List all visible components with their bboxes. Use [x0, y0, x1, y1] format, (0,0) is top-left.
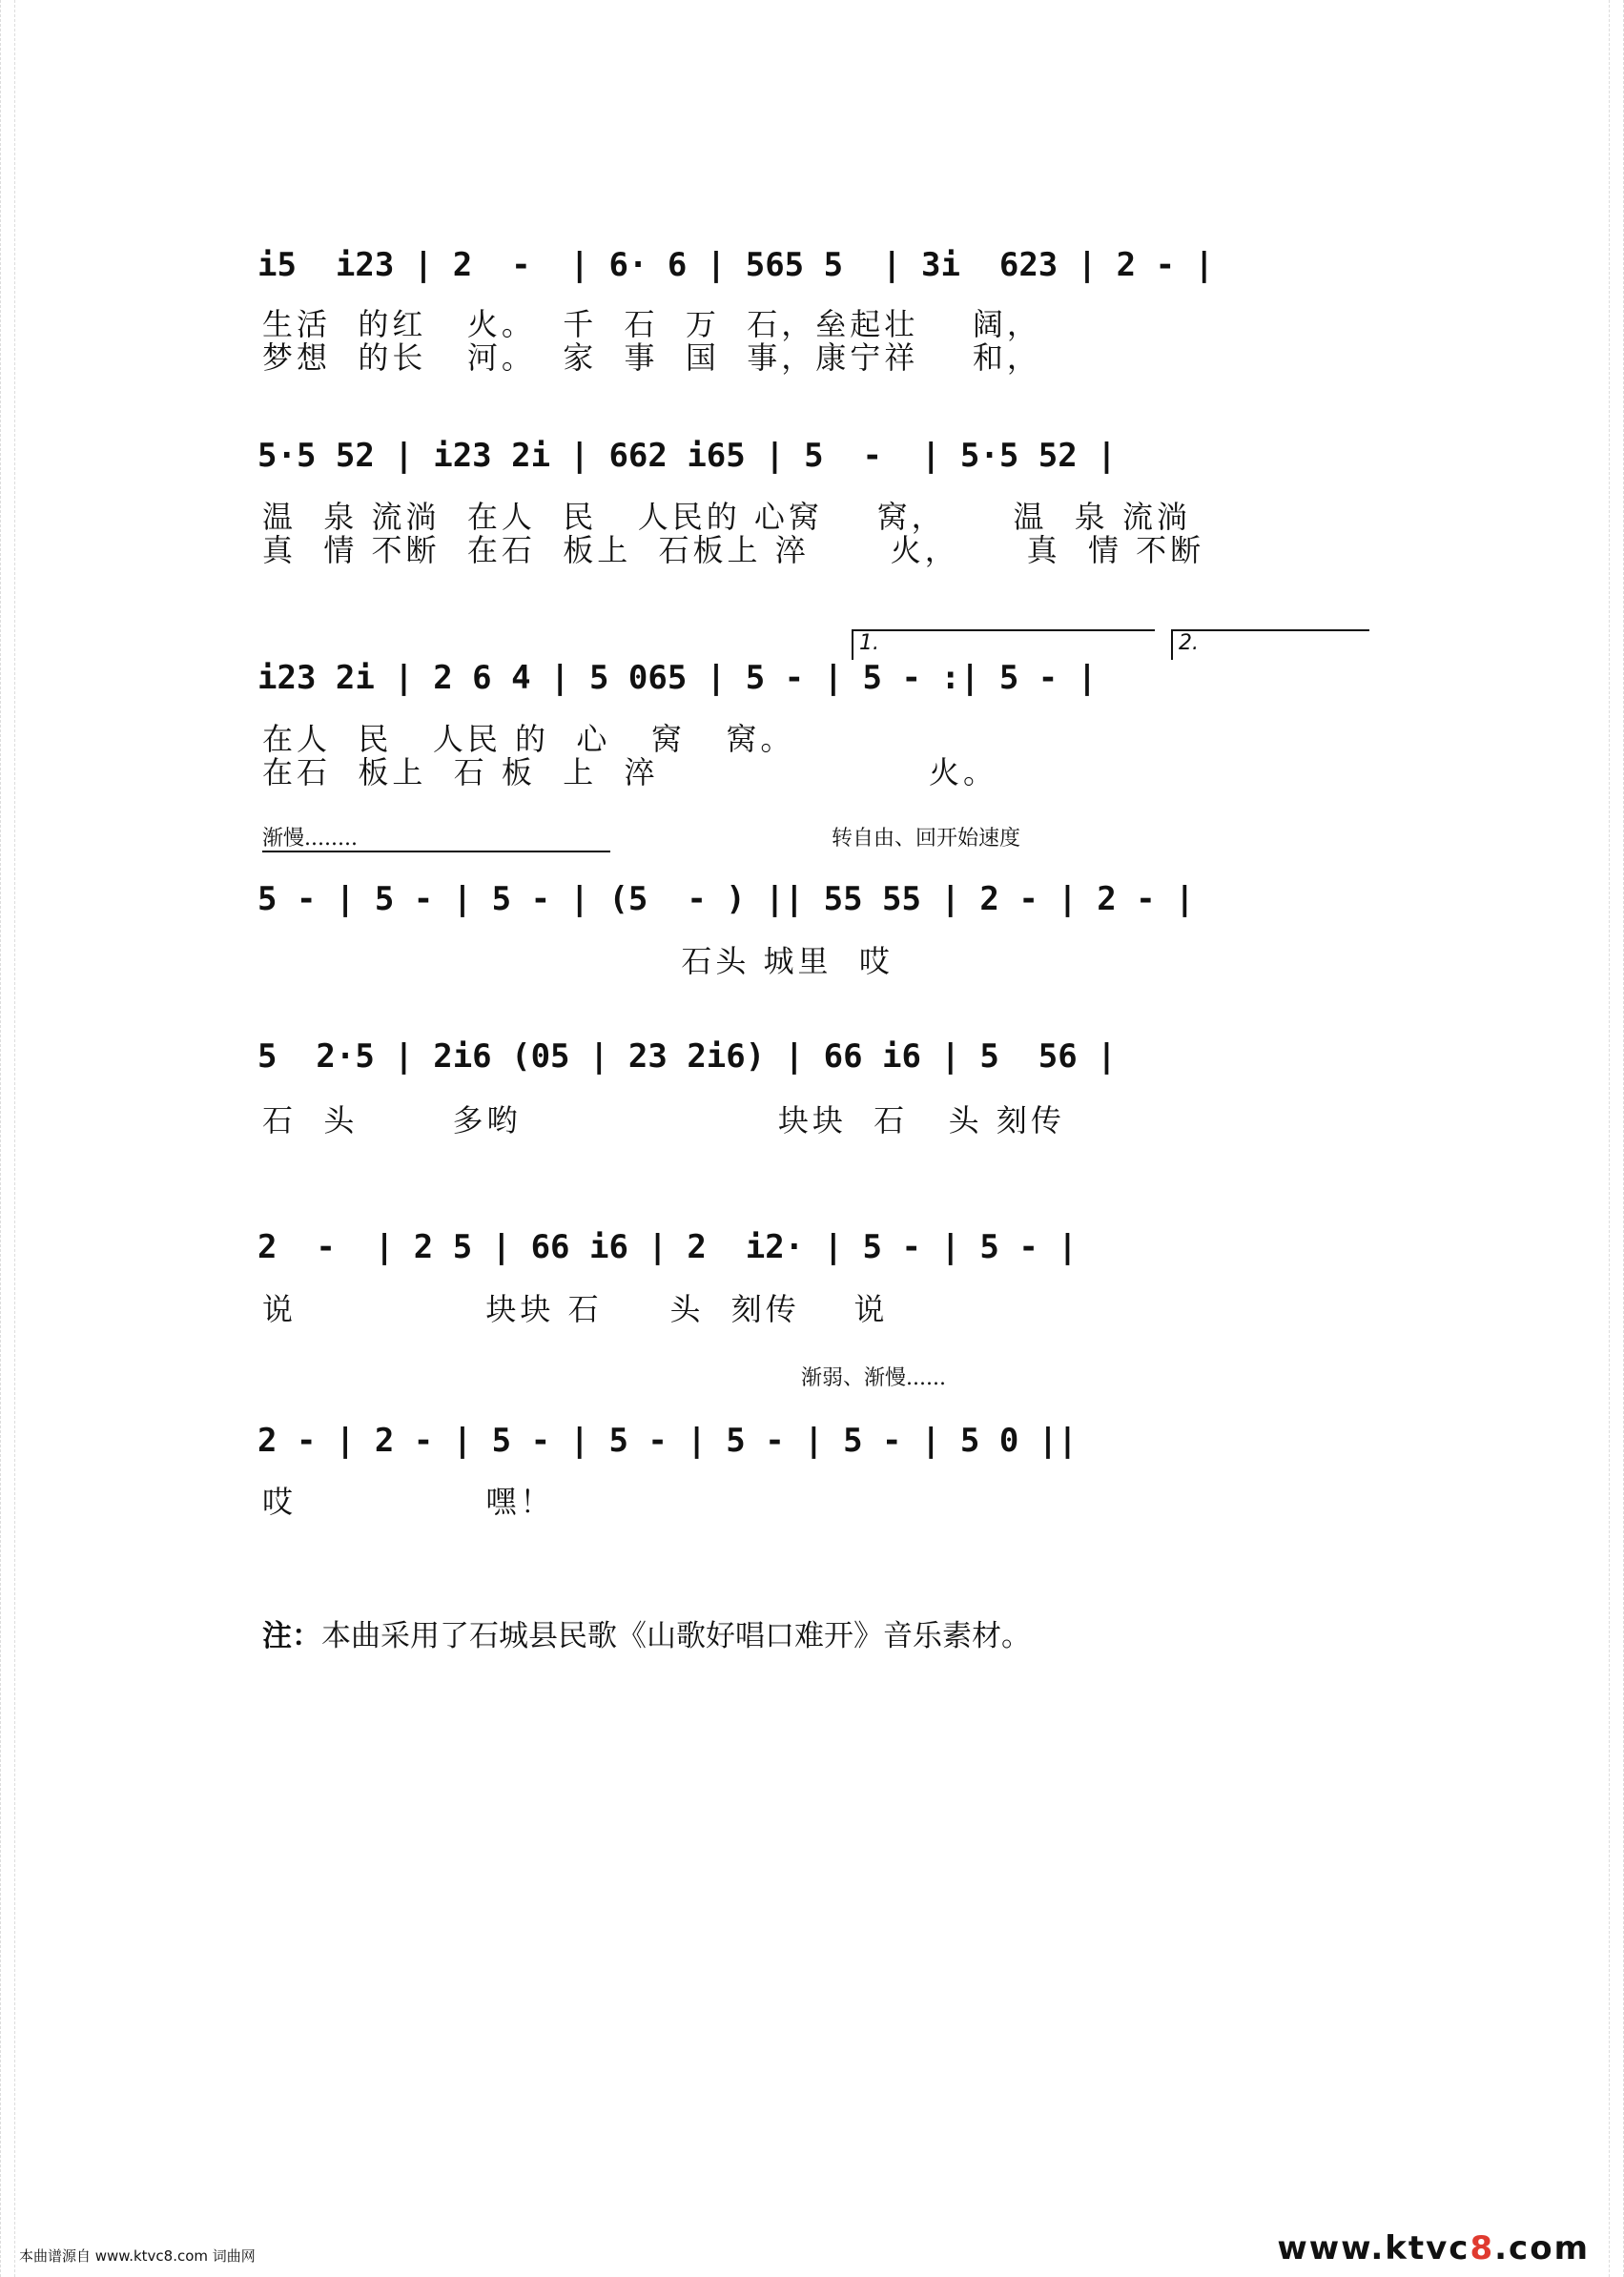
fading-marking: 渐弱、渐慢...... — [801, 1366, 946, 1390]
lyric-line-4: 石头 城里 哎 — [262, 943, 894, 979]
notation-line: 5 - | 5 - | 5 - | (5 - ) || 55 55 | 2 - | 2 - | — [257, 880, 1195, 918]
lyric-line-5: 石 头 多哟 块块 石 头 刻传 — [262, 1102, 1065, 1138]
notation-line: 5 2·5 | 2i6 (05 | 23 2i6) | 66 i6 | 5 56 | — [257, 1037, 1117, 1076]
lyric-line-1a: 生活 的红 火。 千 石 万 石，垒起壮 阔， — [262, 306, 1041, 342]
footnote — [262, 1611, 1031, 1654]
lyric-line-2a: 温 泉 流淌 在人 民 人民的 心窝 窝， 温 泉 流淌 — [262, 499, 1191, 535]
lyric-line-3b: 在石 板上 石 板 上 淬 火。 — [262, 754, 997, 790]
source-credit: 本曲谱源自 www.ktvc8.com 词曲网 — [19, 2247, 256, 2265]
ritardando-line — [262, 851, 610, 852]
site-logo[interactable]: www.ktvc8.com — [1277, 2229, 1590, 2267]
score-row-2 — [257, 424, 1364, 487]
ritardando-marking: 渐慢........ — [262, 827, 358, 851]
lyric-line-6: 说 块块 石 头 刻传 说 — [262, 1291, 889, 1327]
notation-line: i5 i23 | 2 - | 6· 6 | 565 5 | 3i 623 | 2 - | — [257, 246, 1215, 284]
notation-line: 5·5 52 | i23 2i | 662 i65 | 5 - | 5·5 52 | — [257, 437, 1117, 475]
score-row-5 — [257, 1025, 1364, 1088]
lyric-line-2b: 真 情 不断 在石 板上 石板上 淬 火， 真 情 不断 — [262, 532, 1205, 568]
lyric-line-3a: 在人 民 人民 的 心 窝 窝。 — [262, 721, 795, 757]
tempo-marking: 转自由、回开始速度 — [832, 827, 1021, 851]
score-row-4 — [257, 868, 1364, 931]
footnote-label: 注： — [262, 1619, 321, 1653]
score-row-7 — [257, 1409, 1364, 1472]
right-margin-strip — [1609, 0, 1624, 2277]
notation-line: 2 - | 2 - | 5 - | 5 - | 5 - | 5 - | 5 0 || — [257, 1422, 1078, 1460]
score-row-6 — [257, 1216, 1364, 1279]
left-margin-strip — [0, 0, 15, 2277]
footnote-text: 本曲采用了石城县民歌《山歌好唱口难开》音乐素材。 — [321, 1619, 1031, 1653]
volta-second-ending: 2. — [1171, 629, 1369, 660]
lyric-line-1b: 梦想 的长 河。 家 事 国 事，康宁祥 和， — [262, 339, 1041, 376]
notation-line: 2 - | 2 5 | 66 i6 | 2 i2· | 5 - | 5 - | — [257, 1228, 1078, 1266]
volta-first-ending: 1. — [852, 629, 1155, 660]
score-row-3 — [257, 646, 1364, 709]
notation-line: i23 2i | 2 6 4 | 5 065 | 5 - | 5 - :| 5 - | — [257, 659, 1098, 697]
lyric-line-7: 哎 嘿！ — [262, 1484, 555, 1520]
score-row-1 — [257, 234, 1364, 297]
